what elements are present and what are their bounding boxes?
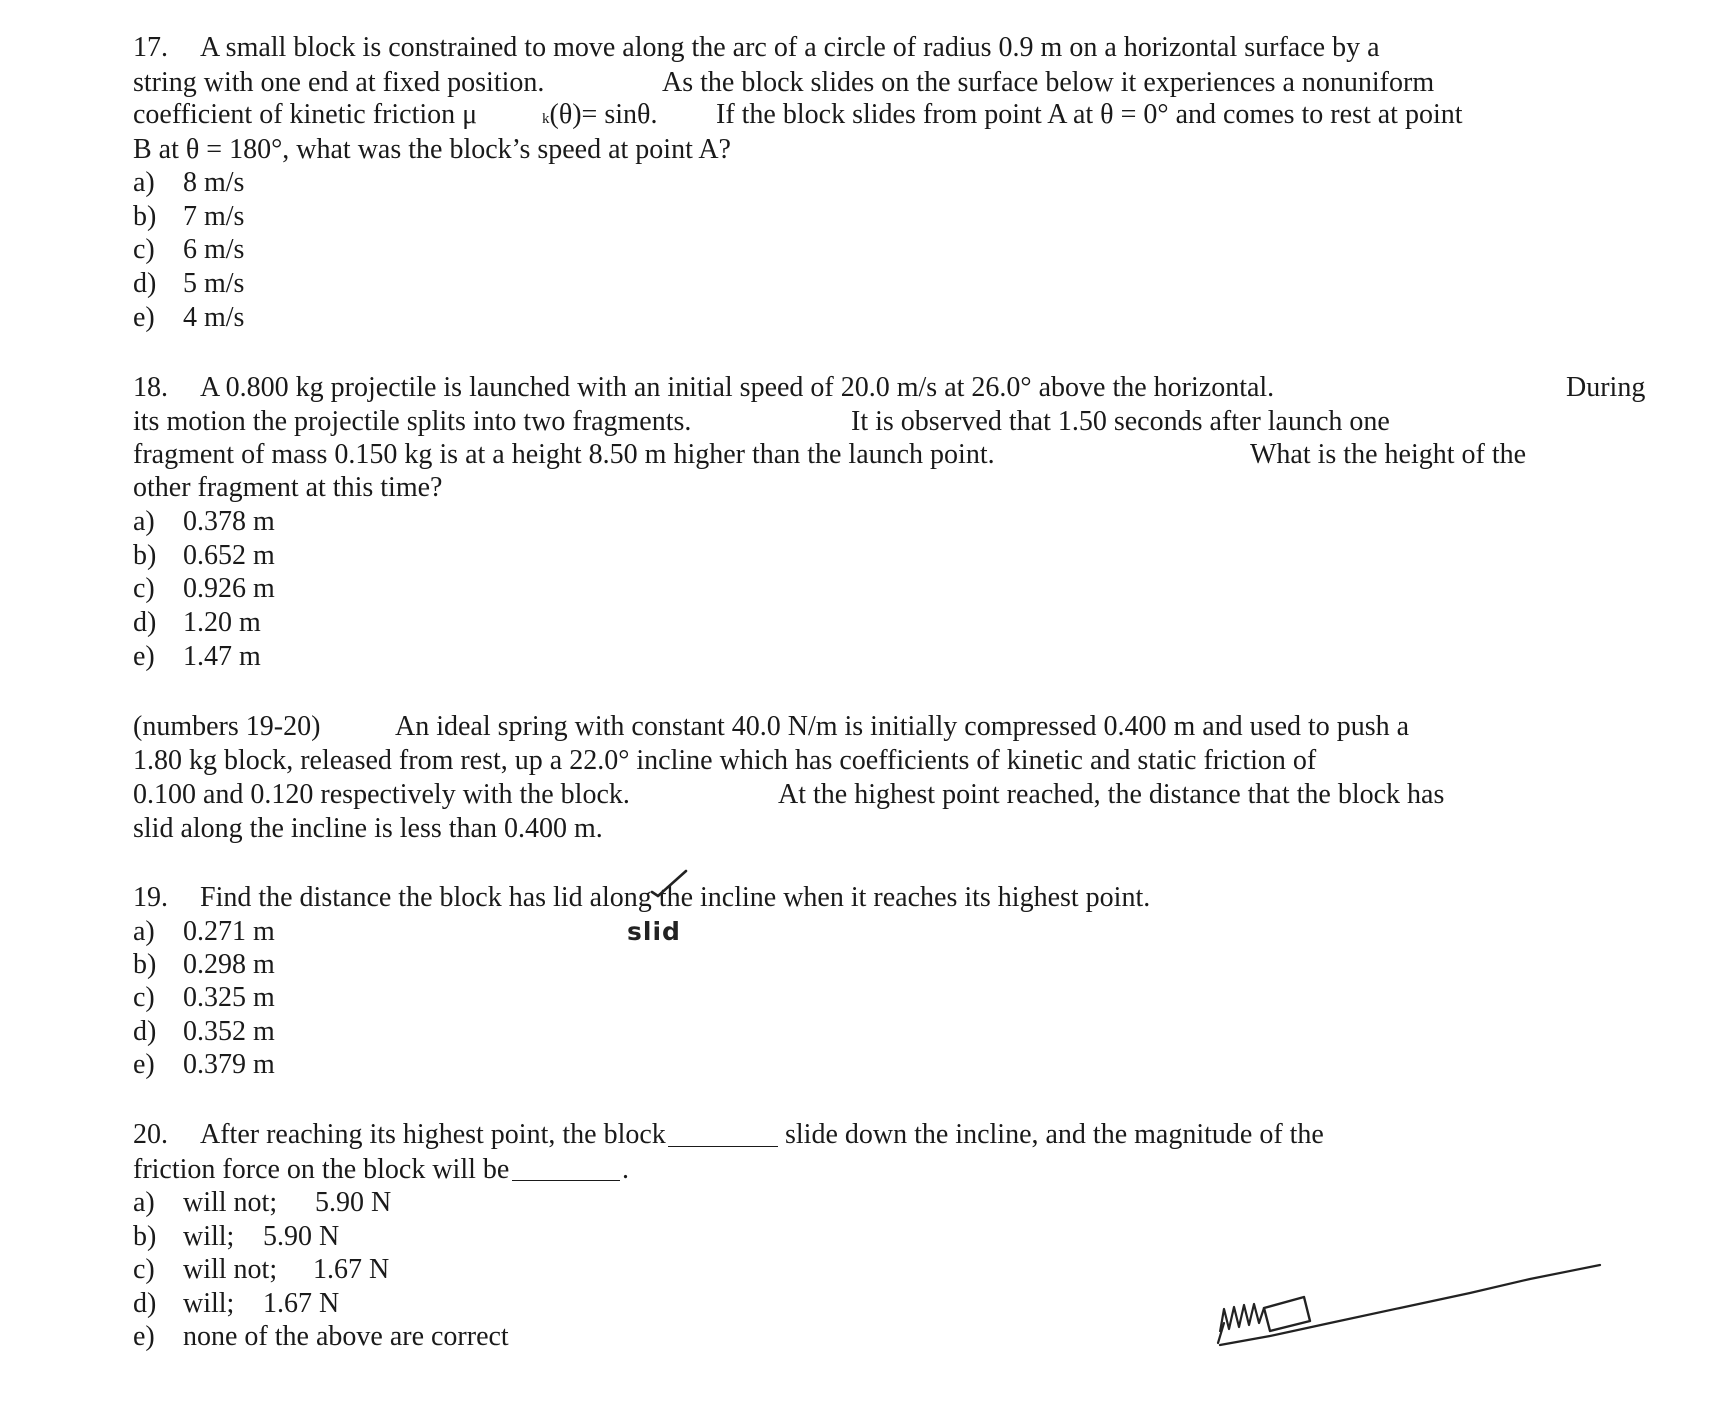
choice-letter: e) <box>133 302 155 333</box>
choice-letter: a) <box>133 167 155 198</box>
question-text: friction force on the block will be <box>133 1154 510 1185</box>
choice-letter: a) <box>133 916 155 947</box>
choice-letter: a) <box>133 1187 155 1218</box>
question-text: A small block is constrained to move along the arc of a circle of radius 0.9 m on a horizontal surface by a <box>200 32 1380 63</box>
choice-text: 6 m/s <box>183 234 245 265</box>
choice-text: 8 m/s <box>183 167 245 198</box>
svg-text:slid: slid <box>627 917 681 946</box>
question-text: After reaching its highest point, the block <box>200 1119 666 1150</box>
setup-text: 0.100 and 0.120 respectively with the block. <box>133 779 630 810</box>
choice-text: will; <box>183 1221 235 1252</box>
question-text: B at θ = 180°, what was the block’s speed at point A? <box>133 134 731 165</box>
choice-letter: d) <box>133 1016 157 1047</box>
question-number: 17. <box>133 32 168 63</box>
choice-text: 0.652 m <box>183 540 275 571</box>
choice-letter: b) <box>133 1221 157 1252</box>
choice-letter: b) <box>133 201 157 232</box>
question-text: As the block slides on the surface below it experiences a nonuniform <box>662 67 1435 98</box>
question-number: 18. <box>133 372 168 403</box>
choice-letter: e) <box>133 1049 155 1080</box>
question-number: 20. <box>133 1119 168 1150</box>
choice-text: 0.325 m <box>183 982 275 1013</box>
choice-text: 0.379 m <box>183 1049 275 1080</box>
setup-text: An ideal spring with constant 40.0 N/m is initially compressed 0.400 m and used to push a <box>395 711 1410 742</box>
formula: (θ)= sinθ. <box>549 99 658 130</box>
setup-text: At the highest point reached, the distance that the block has <box>778 779 1445 810</box>
choice-letter: c) <box>133 234 155 265</box>
question-text: string with one end at fixed position. <box>133 67 545 98</box>
question-text: . <box>622 1154 629 1185</box>
choice-text: 7 m/s <box>183 201 245 232</box>
choice-text: 0.378 m <box>183 506 275 537</box>
section-label: (numbers 19-20) <box>133 711 321 742</box>
choice-value: 5.90 N <box>315 1187 392 1218</box>
choice-text: 0.926 m <box>183 573 275 604</box>
choice-letter: e) <box>133 641 155 672</box>
choice-letter: e) <box>133 1321 155 1352</box>
question-text: fragment of mass 0.150 kg is at a height 8.50 m higher than the launch point. <box>133 439 995 470</box>
subscript: k <box>542 111 550 127</box>
choice-text: 5 m/s <box>183 268 245 299</box>
choice-letter: c) <box>133 982 155 1013</box>
question-text: It is observed that 1.50 seconds after launch one <box>851 406 1390 437</box>
choice-letter: d) <box>133 1288 157 1319</box>
question-text: other fragment at this time? <box>133 472 443 503</box>
question-text: slide down the incline, and the magnitude of the <box>785 1119 1324 1150</box>
setup-text: 1.80 kg block, released from rest, up a 22.0° incline which has coefficients of kinetic and static friction of <box>133 745 1317 776</box>
choice-letter: c) <box>133 573 155 604</box>
choice-text: 1.20 m <box>183 607 261 638</box>
choice-letter: c) <box>133 1254 155 1285</box>
setup-text: slid along the incline is less than 0.400 m. <box>133 813 603 844</box>
choice-value: 5.90 N <box>263 1221 340 1252</box>
choice-text: 4 m/s <box>183 302 245 333</box>
handwritten-check-mark-icon <box>650 868 690 898</box>
choice-text: 0.298 m <box>183 949 275 980</box>
handwritten-correction <box>625 915 683 949</box>
spring-block-incline-sketch-icon <box>1210 1205 1610 1355</box>
question-number: 19. <box>133 882 168 913</box>
choice-text: will not; <box>183 1254 278 1285</box>
choice-letter: b) <box>133 540 157 571</box>
choice-text: will not; <box>183 1187 278 1218</box>
question-text <box>542 101 657 129</box>
question-text: Find the distance the block has lid along the incline when it reaches its highest point. <box>200 882 1151 913</box>
choice-letter: b) <box>133 949 157 980</box>
choice-letter: d) <box>133 268 157 299</box>
choice-letter: a) <box>133 506 155 537</box>
question-text: During <box>1566 372 1646 403</box>
choice-text: 0.271 m <box>183 916 275 947</box>
question-text: A 0.800 kg projectile is launched with an initial speed of 20.0 m/s at 26.0° above the horizontal. <box>200 372 1275 403</box>
choice-value: 1.67 N <box>263 1288 340 1319</box>
choice-value: 1.67 N <box>313 1254 390 1285</box>
question-text: coefficient of kinetic friction μ <box>133 99 478 130</box>
choice-text: will; <box>183 1288 235 1319</box>
choice-text: 1.47 m <box>183 641 261 672</box>
choice-letter: d) <box>133 607 157 638</box>
choice-text: none of the above are correct <box>183 1321 509 1352</box>
question-text: If the block slides from point A at θ = 0° and comes to rest at point <box>716 99 1463 130</box>
question-text: What is the height of the <box>1250 439 1527 470</box>
choice-text: 0.352 m <box>183 1016 275 1047</box>
answer-blank <box>512 1158 620 1181</box>
question-text: its motion the projectile splits into two fragments. <box>133 406 692 437</box>
answer-blank <box>668 1124 778 1147</box>
